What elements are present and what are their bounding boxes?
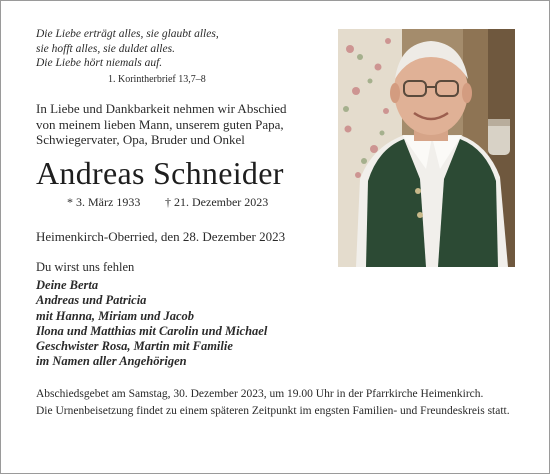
quote-line: sie hofft alles, sie duldet alles. bbox=[36, 42, 175, 55]
mourner-entry: im Namen aller Angehörigen bbox=[36, 354, 187, 369]
quote-line: Die Liebe hört niemals auf. bbox=[36, 57, 163, 69]
intro-text bbox=[36, 101, 336, 148]
birth-date: * 3. März 1933 bbox=[67, 195, 141, 209]
intro-line: Schwiegervater, Opa, Bruder und Onkel bbox=[36, 132, 245, 147]
intro-line: von meinem lieben Mann, unserem guten Papa, bbox=[36, 116, 284, 132]
quote-line: Die Liebe erträgt alles, sie glaubt alles, bbox=[36, 28, 219, 40]
service-announcement: Abschiedsgebet am Samstag, 30. Dezember 2023, um 19.00 Uhr in der Pfarrkirche Heimenkirch. bbox=[36, 388, 484, 400]
mourner-entry: mit Hanna, Miriam und Jacob bbox=[36, 308, 195, 323]
death-date: † 21. Dezember 2023 bbox=[165, 195, 269, 209]
intro-line: In Liebe und Dankbarkeit nehmen wir Abschied bbox=[36, 101, 287, 116]
quote-source: 1. Korintherbrief 13,7–8 bbox=[108, 73, 206, 85]
place-and-date: Heimenkirch-Oberried, den 28. Dezember 2023 bbox=[36, 229, 286, 244]
mourner-entry: Deine Berta bbox=[36, 278, 99, 292]
mourner-entry: Geschwister Rosa, Martin mit Familie bbox=[36, 339, 233, 354]
bible-quote bbox=[36, 27, 326, 86]
deceased-name: Andreas Schneider bbox=[36, 155, 284, 191]
mourner-entry: Ilona und Matthias mit Carolin und Michael bbox=[36, 323, 268, 338]
mourner-entry: Andreas und Patricia bbox=[36, 293, 147, 308]
portrait-photo bbox=[338, 29, 515, 267]
burial-announcement: Die Urnenbeisetzung findet zu einem späteren Zeitpunkt im engsten Familien- und Freundeskreis statt. bbox=[36, 405, 510, 418]
mourners-list bbox=[36, 278, 267, 370]
service-info bbox=[36, 387, 516, 421]
life-dates bbox=[67, 195, 269, 209]
farewell-line: Du wirst uns fehlen bbox=[36, 260, 135, 274]
